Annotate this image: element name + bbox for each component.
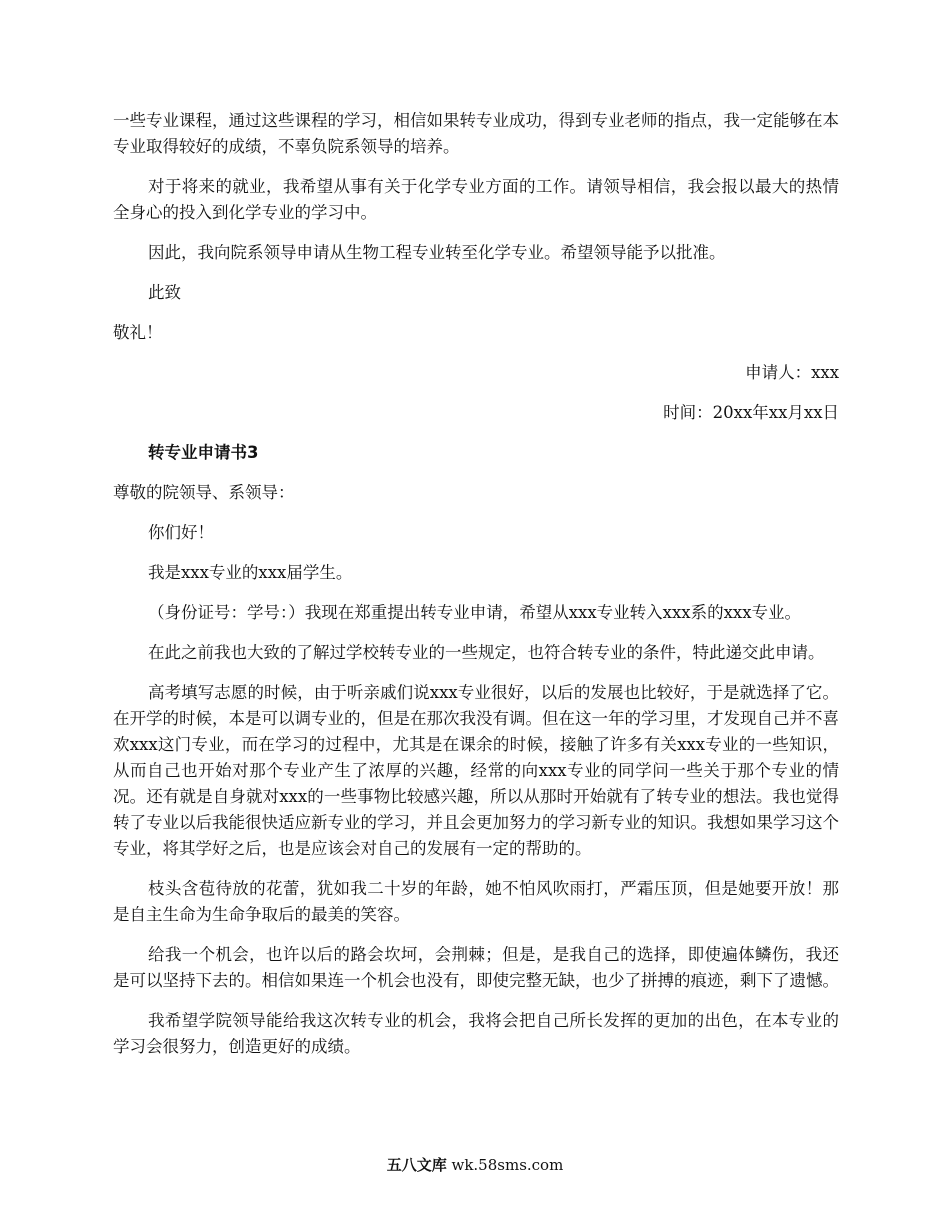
paragraph-request: 因此，我向院系领导申请从生物工程专业转至化学专业。希望领导能予以批准。 <box>148 243 726 262</box>
footer-site[interactable]: wk.58sms.com <box>451 1156 564 1174</box>
paragraph-metaphor: 枝头含苞待放的花蕾，犹如我二十岁的年龄，她不怕风吹雨打，严霜压顶，但是她要开放！那是自主生命为生命争取后的最美的笑容。 <box>113 879 839 924</box>
paragraph-employment: 对于将来的就业，我希望从事有关于化学专业方面的工作。请领导相信，我会报以最大的热情全身心的投入到化学专业的学习中。 <box>113 177 839 222</box>
signature-applicant: 申请人：xxx <box>745 363 839 382</box>
paragraph-rules: 在此之前我也大致的了解过学校转专业的一些规定，也符合转专业的条件，特此递交此申请。 <box>148 643 825 662</box>
paragraph-chance: 给我一个机会，也许以后的路会坎坷，会荆棘；但是，是我自己的选择，即使遍体鳞伤，我还是可以坚持下去的。相信如果连一个机会也没有，即使完整无缺，也少了拼搏的痕迹，剩下了遗憾。 <box>113 945 839 990</box>
paragraph-hope: 我希望学院领导能给我这次转专业的机会，我将会把自己所长发挥的更加的出色，在本专业的学习会很努力，创造更好的成绩。 <box>113 1011 839 1056</box>
paragraph-reason: 高考填写志愿的时候，由于听亲戚们说xxx专业很好，以后的发展也比较好，于是就选择了它。在开学的时候，本是可以调专业的，但是在那次我没有调。但在这一年的学习里，才发现自己并不喜欢xxx这门专业，而在学习的过程中，尤其是在课余的时候，接触了许多有关xxx专业的一些知识，从而自己也开始对那个专业产生了浓厚的兴趣，经常的向xxx专业的同学问一些关于那个专业的情况。还有就是自身就对xxx的一些事物比较感兴趣，所以从那时开始就有了转专业的想法。我也觉得转了专业以后我能很快适应新专业的学习，并且会更加努力的学习新专业的知识。我想如果学习这个专业，将其学好之后，也是应该会对自己的发展有一定的帮助的。 <box>113 683 839 858</box>
section-title: 转专业申请书3 <box>148 443 259 462</box>
paragraph-application: （身份证号：学号：）我现在郑重提出转专业申请，希望从xxx专业转入xxx系的xxx专业。 <box>148 603 801 622</box>
closing-greeting: 此致 <box>148 283 181 302</box>
signature-date: 时间：20xx年xx月xx日 <box>663 403 839 422</box>
footer-brand: 五八文库 <box>386 1156 447 1174</box>
closing-salute: 敬礼！ <box>113 323 163 342</box>
paragraph-intro: 我是xxx专业的xxx届学生。 <box>148 563 353 582</box>
page-footer <box>0 1154 950 1176</box>
greeting: 你们好！ <box>148 523 214 542</box>
document-page <box>113 108 839 1074</box>
paragraph-continuation: 一些专业课程，通过这些课程的学习，相信如果转专业成功，得到专业老师的指点，我一定能够在本专业取得较好的成绩，不辜负院系领导的培养。 <box>113 111 839 156</box>
salutation: 尊敬的院领导、系领导： <box>113 483 295 502</box>
